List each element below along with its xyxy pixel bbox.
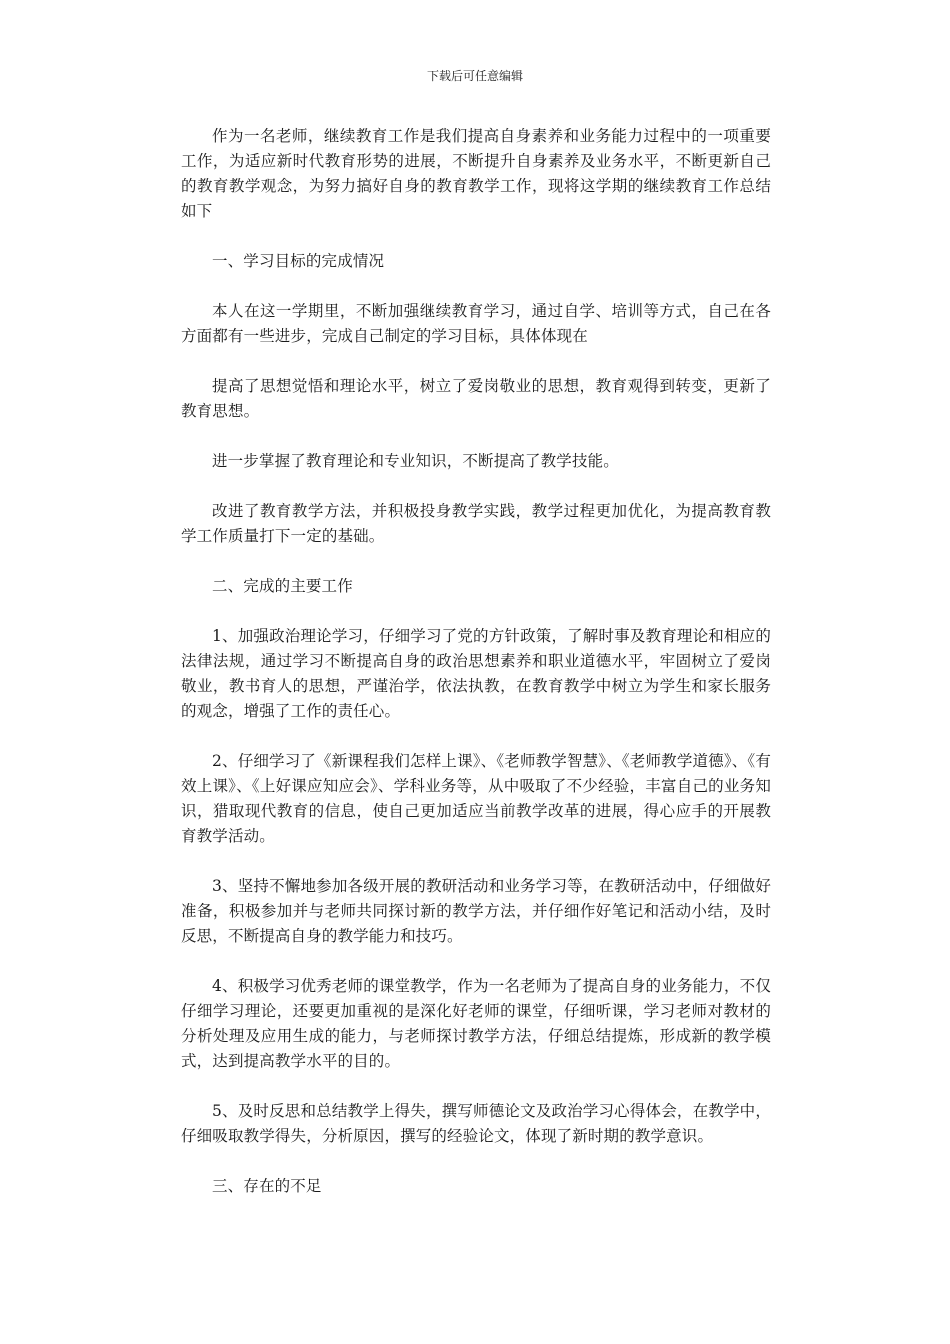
list-item-1: 1、加强政治理论学习，仔细学习了党的方针政策，了解时事及教育理论和相应的法律法规，通过学习不断提高自身的政治思想素养和职业道德水平，牢固树立了爱岗敬业，教书育人的思想，严谨治学，依法执教，在教育教学中树立为学生和家长服务的观念，增强了工作的责任心。 — [181, 627, 771, 720]
list-item-3: 3、坚持不懈地参加各级开展的教研活动和业务学习等，在教研活动中，仔细做好准备，积极参加并与老师共同探讨新的教学方法，并仔细作好笔记和活动小结，及时反思，不断提高自身的教学能力和技巧。 — [181, 877, 771, 945]
list-item-5: 5、及时反思和总结教学上得失，撰写师德论文及政治学习心得体会，在教学中，仔细吸取教学得失，分析原因，撰写的经验论文，体现了新时期的教学意识。 — [181, 1102, 771, 1145]
paragraph: 进一步掌握了教育理论和专业知识，不断提高了教学技能。 — [212, 452, 619, 470]
page-header: 下载后可任意编辑 — [426, 69, 523, 83]
section-heading-3: 三、存在的不足 — [212, 1177, 322, 1195]
list-item-4: 4、积极学习优秀老师的课堂教学，作为一名老师为了提高自身的业务能力，不仅仔细学习理论，还要更加重视的是深化好老师的课堂，仔细听课，学习老师对教材的分析处理及应用生成的能力，与老师探讨教学方法，仔细总结提炼，形成新的教学模式，达到提高教学水平的目的。 — [181, 977, 771, 1070]
document-body — [181, 124, 771, 1224]
paragraph: 提高了思想觉悟和理论水平，树立了爱岗敬业的思想，教育观得到转变，更新了教育思想。 — [181, 377, 771, 420]
section-heading-1: 一、学习目标的完成情况 — [212, 252, 385, 270]
list-item-2: 2、仔细学习了《新课程我们怎样上课》、《老师教学智慧》、《老师教学道德》、《有效上课》、《上好课应知应会》、学科业务等，从中吸取了不少经验，丰富自己的业务知识，猎取现代教育的信息，使自己更加适应当前教学改革的进展，得心应手的开展教育教学活动。 — [181, 752, 771, 845]
intro-paragraph: 作为一名老师，继续教育工作是我们提高自身素养和业务能力过程中的一项重要工作，为适应新时代教育形势的进展，不断提升自身素养及业务水平，不断更新自己的教育教学观念，为努力搞好自身的教育教学工作，现将这学期的继续教育工作总结如下 — [181, 127, 771, 220]
paragraph: 本人在这一学期里，不断加强继续教育学习，通过自学、培训等方式，自己在各方面都有一些进步，完成自己制定的学习目标，具体体现在 — [181, 302, 771, 345]
section-heading-2: 二、完成的主要工作 — [212, 577, 353, 595]
paragraph: 改进了教育教学方法，并积极投身教学实践，教学过程更加优化，为提高教育教学工作质量打下一定的基础。 — [181, 502, 771, 545]
